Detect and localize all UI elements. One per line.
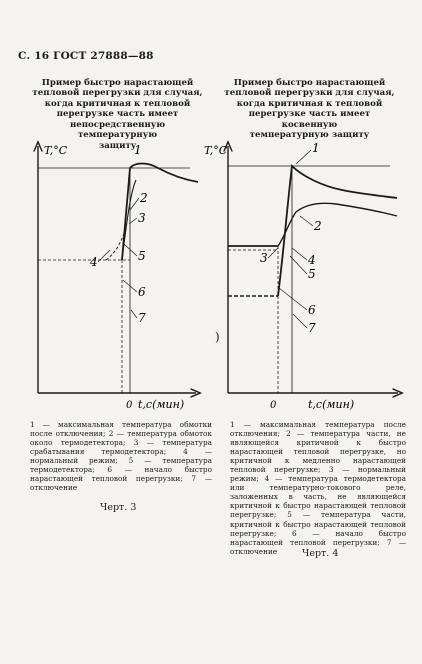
x-tick-zero: 0 xyxy=(126,400,133,411)
leader-5 xyxy=(290,256,307,274)
leader-2 xyxy=(130,198,139,210)
leader-7 xyxy=(131,310,137,318)
curve-1 xyxy=(278,166,397,296)
figure-3-legend: 1 — максимальная температура обмотки после отключения; 2 — температура обмоток около термодетектора; 3 — температура срабатывания термодетектора; 4 — нормальный режим; 5 — температура термодетектора; 6 — начало быстро нарастающей тепловой перегрузки; 7 — отключение xyxy=(30,420,212,493)
figure-4-chart xyxy=(204,138,408,413)
leader-4 xyxy=(292,248,307,260)
leader-2 xyxy=(300,216,313,226)
curve-label-7: 7 xyxy=(138,311,146,325)
curve-label-5: 5 xyxy=(138,249,146,263)
curve-label-6: 6 xyxy=(138,285,146,299)
figure-4-legend: 1 — максимальная температура после отключения; 2 — температура части, не являющейся критичной к быстро нарастающей тепловой перегрузке, но критичной к медленно нарастающей тепловой перегрузке; 3 — нормальный режим; 4 — температура термодетектора или температурно-токового реле, заложенных в часть, не являющейся критичной к быстро нарастающей тепловой перегрузке; 5 — температура части, критичной к быстро нарастающей тепловой перегрузке; 6 — начало быстро нарастающей тепловой перегрузки; 7 — отключение xyxy=(230,420,406,556)
figure-3-chart xyxy=(18,138,208,413)
curve-label-7: 7 xyxy=(308,321,316,335)
y-axis-label: T,°C xyxy=(44,144,68,157)
curve-2 xyxy=(278,203,397,246)
page-header: С. 16 ГОСТ 27888—88 xyxy=(18,50,154,62)
curve-label-6: 6 xyxy=(308,303,316,317)
y-axis-label: T,°C xyxy=(204,144,228,157)
figure-3-caption: Черт. 3 xyxy=(100,502,137,513)
leader-6 xyxy=(279,288,307,310)
curve-label-3: 3 xyxy=(260,251,268,265)
leader-1 xyxy=(296,150,311,164)
x-tick-zero: 0 xyxy=(270,400,277,411)
leader-3 xyxy=(268,248,278,258)
leader-5 xyxy=(124,244,137,256)
curve-label-3: 3 xyxy=(138,211,146,225)
curve-label-1: 1 xyxy=(134,143,142,157)
figure-4-title: Пример быстро нарастающей тепловой перегрузки для случая, когда критичная к тепловой перегрузке часть имеет косвенную температурную защиту xyxy=(224,78,395,141)
leader-7 xyxy=(293,314,307,328)
x-axis-label: t,c(мин) xyxy=(308,398,355,411)
x-axis-label: t,c(мин) xyxy=(138,398,185,411)
figure-3-title: Пример быстро нарастающей тепловой перегрузки для случая, когда критичная к тепловой перегрузке часть имеет непосредственную температурную защиту xyxy=(32,78,203,151)
curve-label-1: 1 xyxy=(312,141,320,155)
figure-4-caption: Черт. 4 xyxy=(302,548,339,559)
curve-label-5: 5 xyxy=(308,267,316,281)
curve-label-2: 2 xyxy=(314,219,322,233)
curve-label-4: 4 xyxy=(90,255,98,269)
curve-1 xyxy=(122,164,198,261)
curve-label-4: 4 xyxy=(308,253,316,267)
curve-label-2: 2 xyxy=(140,191,148,205)
margin-mark: ) xyxy=(215,330,220,344)
